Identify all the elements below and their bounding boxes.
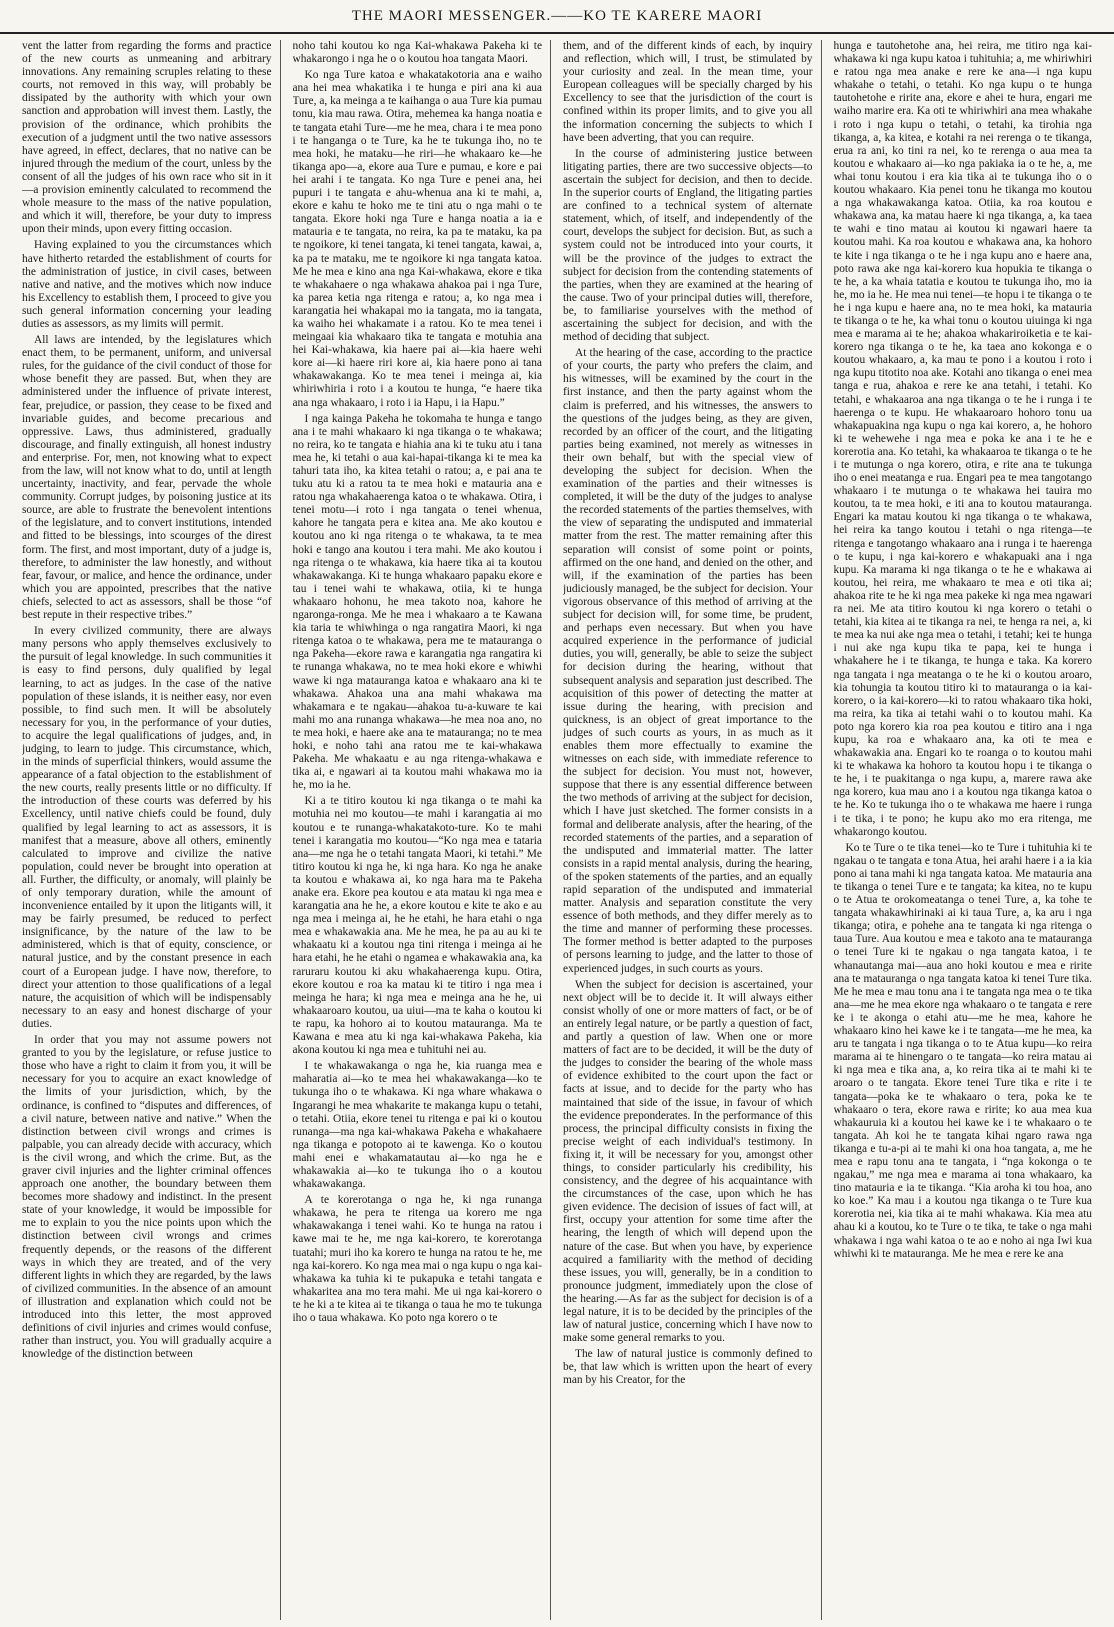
paragraph: A te korerotanga o nga he, ki nga runanga whakawa, he pera te ritenga ua korero me nga whakawakanga i tenei wahi. Ko te hunga na ratou i kawe mai te he, me nga kai-korero, te korerotanga tuatahi; muri iho ka korero te hunga na ratou te he, me nga kai-korero. Ko nga mea mai o nga kupu o nga kai-whakawa ka tuhia ki te pukapuka e tetahi tangata e whakaritea ana mo tera mahi. Me ui nga kai-korero o te he ki a te kitea ai te tikanga o taua he mo te tukunga iho o taua whakawa. Ko poto nga korero o te bbox=[292, 1194, 542, 1324]
column-2 bbox=[293, 40, 552, 1620]
paragraph: In every civilized community, there are always many persons who apply themselves exclusively to the pursuit of legal knowledge. In such communities it is easy to find persons, duly qualified by legal learning, to act as judges. In the case of the native population of these islands, it is neither easy, nor even possible, to find such men. It will be absolutely necessary for you, in the performance of your duties, to acquire the legal qualifications of judges, and, in judging, to learn to judge. This circumstance, which, in the minds of superficial thinkers, would assume the appearance of a fatal objection to the establishment of the new courts, really presents little or no difficulty. If the introduction of these courts was deferred by his Excellency, until native chiefs could be found, duly qualified by legal learning to act as assessors, it is manifest that a measure, above all others, eminently calculated to improve and civilize the native population, could never be brought into operation at all. Further, the difficulty, or anomaly, will plainly be of only temporary duration, while the amount of inconvenience entailed by it upon the litigants will, it may be fairly presumed, be reduced to perfect insignificance, by the nature of the law to be administered, which is that of equity, conscience, or natural justice, and by the constant presence in each court of a European judge. I have now, therefore, to direct your attention to those qualifications of a legal nature, the acquisition of which will be indispensably necessary to an easy and honest discharge of your duties. bbox=[22, 625, 272, 1030]
paragraph: I nga kainga Pakeha he tokomaha te hunga e tango ana i te mahi whakaaro ki nga tikanga o te whakawa; no reira, ko te tangata e hiahia ana ki te tuku atu i tana mea he, ki tetahi o aua kai-hapai-tikanga ki te mea ka tahuri tata iho, ka kitea tetahi o ratou; a, e pai ana te tuku atu ki a ratou ta te mea hoki e matauria ana e ratou nga whakahaerenga katoa o te whakawa. Otira, i tenei motu—i roto i nga tangata o tenei whenua, kahore he tangata pera e kitea ana. Me ako koutou e koutou ano ki nga ritenga o te whakawa, ta te mea hoki e tango ana koutou i tera mahi. Me ako koutou i nga ritenga o te whakawa, kia haere tika ai ta koutou whakawakanga. Ki te hunga whakaaro papaku ekore e tau i tenei wahi te whakawa, otiia, ki te hunga whakaaro hohonu, he mea takoto noa, kahore he ngaronga-ronga. Me he mea i whakaaro a te Kawana kia taria te whiwhinga o nga rangatira Maori, ki nga ritenga katoa o te whakawa, pera me te matauranga o nga Pakeha—ekore rawa e karangatia nga rangatira ki te runanga whakawa, no te mea hoki ekore e whiwhi wawe ki nga matauranga katoa e whakaaro ana ki te whakawa. Ahakoa una ana mahi whakawa ma whakamara e te ngakau—ahakoa tu-a-kuware te kai mahi mo ana runanga whakawa—he mea noa ano, no te mea hoki, e haere ake ana te matauranga; no te mea hoki, e noho tahi ana ratou me te kai-whakawa Pakeha. Me whakaatu e au nga ritenga-whakawa e tika ai, e ngawari ai ta koutou mahi whakawa mo ia he, mo ia he. bbox=[292, 412, 542, 792]
column-3 bbox=[563, 40, 822, 1620]
paragraph: In the course of administering justice between litigating parties, there are two successive objects—to ascertain the subject for decision, and then to decide. In the superior courts of England, the litigating parties are confined to a technical system of alternate statement, which, of itself, and independently of the court, develops the subject for decision. But, as such a system could not be introduced into your courts, it will be the province of the judges to extract the subject for decision from the contending statements of the parties, when they are examined at the hearing of the cause. Two of your principal duties will, therefore, be, to familiarise yourselves with the method of ascertaining the subject for decision, and with the method of deciding that subject. bbox=[563, 147, 813, 344]
paragraph: Ko te Ture o te tika tenei—ko te Ture i tuhituhia ki te ngakau o te tangata e tona Atua, hei arahi haere i a ia kia pono ai tana mahi ki nga tangata katoa. Me matauria ana te tikanga o tenei Ture e te tangata; ka kitea, no te kupu o te Atua te orokomeatanga o tenei Ture, a, ka tohe te tangata whakawhirinaki ai ki taua Ture, a, ka aru i nga tikanga; otira, e pohehe ana te tangata ki nga ritenga o taua Ture. Aua koutou e mea e takoto ana te matauranga o tenei Ture ki te ngakau o nga tangata katoa, i te whanautanga mai—aua ano hoki koutou e mea e ririte ana te matauranga o nga tangata katoa ki tenei Ture tika. Me he mea e mau tonu ana i te tangata nga mea o te tika ana—me he mea ekore nga whakaaro o te tangata e rere ke i te akonga o etahi atu—me he mea, kahore he whakaaro kino hei kawe ke i te tangata—me he mea, ka aru te tangata i nga tikanga o to te Atua kupu—ko reira marama ai te hinengaro o te tangata—ko reira matau ai ki nga mea e tika ana, a, ko reira tika ai te mahi ki te aroaro o te tangata. Ekore tenei Ture tika e rite i te tangata—poka ke te whakaaro o tera, poka ke te whakaaro o tera, ekore rawa e ririte; ko aua mea kua whakauruia ki a koutou hei kawe ke i te whakaaro o te tangata. Ah koi he te tangata kihai ngaro rawa nga tikanga e tu-a-pi ai te mahi ki ona hoa tangata, a, me he mea e rapu tonu ana te tangata, i “nga kokonga o te ngakau,” me nga mea e marama ai tona whakaaro, ka tino matauria e ia te tikanga. “Kia aroha ki tou hoa, ano ko koe.” Ka mau i a koutou nga tikanga o te Ture kua korerotia nei, kia tika ai te mahi whakawa. Kia mea atu ahau ki a koutou, ko te Ture o te tika, te take o nga mahi whakawa i nga wahi katoa o te ao e noho ai nga Iwi kua whiwhi ki te matauranga. Me he mea e rere ke ana bbox=[833, 841, 1092, 1260]
paragraph: All laws are intended, by the legislatures which enact them, to be permanent, uniform, and universal rules, for the guidance of the civil conduct of those for whose benefit they are passed. But, when they are administered under the influence of private interest, fear, prejudice, or passion, they cease to be fixed and invariable guides, and become precarious and oppressive. Laws, thus administered, gradually discourage, and finally extinguish, all honest industry and enterprise. For, men, not knowing what to expect from the law, will not know what to do, until at length uncertainty, inactivity, and fear, pervade the whole community. Corrupt judges, by poisoning justice at its source, are able to frustrate the benevolent intentions of the legislature, and to convert institutions, intended and fitted to be blessings, into scourges of the direst form. The first, and most important, duty of a judge is, therefore, to administer the law honestly, and without fear, favour, or malice, and hence the ordinance, under which you are appointed, prescribes that the native chiefs, selected to act as assessors, shall be those “of best repute in their respective tribes.” bbox=[22, 334, 272, 622]
column-4 bbox=[834, 40, 1093, 1620]
paragraph: I te whakawakanga o nga he, kia ruanga mea e maharatia ai—ko te mea hei whakawakanga—ko te tukunga iho o te whakawa. Ki nga whare whakawa o Ingarangi he mea whakarite te makanga kupu o tetahi, o tetahi. Otiia, ekore tenei tu ritenga e pai ki o koutou runanga—ma nga kai-whakawa Pakeha e whakahaere nga tikanga e potopoto ai te kawenga. Ko o koutou mahi enei e whakamatautau ai—ko nga he e whakawakia ai—ko te tukunga iho o a koutou whakawakanga. bbox=[292, 1060, 542, 1191]
paragraph: At the hearing of the case, according to the practice of your courts, the party who prefers the claim, and his witnesses, will be examined by the court in the first instance, and then the party against whom the claim is preferred, and his witnesses, the answers to the questions of the judges being, as they are given, recorded by an officer of the court, and the litigating parties being examined, not merely as witnesses in their own behalf, but with the special view of developing the subject for decision. When the examination of the parties and their witnesses is completed, it will be the duty of the judges to analyse the recorded statements of the parties themselves, with the view of separating the undisputed and immaterial matter from the rest. The matter remaining after this separation will consist of some point or points, affirmed on the one hand, and denied on the other, and will, if the examination of the parties has been judiciously managed, be the subject for decision. Your vigorous observance of this method of arriving at the subject for decision will, for some time, be prudent, and perhaps even necessary. But when you have acquired experience in the performance of judicial duties, you will, generally, be able to seize the subject for decision during the hearing, without that subsequent analysis and separation just described. The acquisition of this power of detecting the matter at issue during the hearing, with precision and quickness, is an object of great importance to the judges of such courts as yours, in as much as it enables them more effectually to examine the witnesses on each side, with immediate reference to the subject for decision. You must not, however, suppose that there is any essential difference between the two methods of arriving at the subject for decision, which I have just sketched. The former consists in a formal and deliberate analysis, after the hearing, of the recorded statements of the parties, and a separation of the undisputed and immaterial matter. The latter consists in a rapid mental analysis, during the hearing, of the spoken statements of the parties, and an equally rapid separation of the undisputed and immaterial matter. Analysis and separation constitute the very essence of both methods, and they differ merely as to the time and manner of performing these processes. The former method is better adapted to the purposes of persons learning to judge, and the latter to those of experienced judges, in such courts as yours. bbox=[563, 347, 813, 975]
paragraph: hunga e tautohetohe ana, hei reira, me titiro nga kai-whakawa ki nga kupu katoa i tuhituhia; a, me whiriwhiri e ratou nga mea anake e rere ke ana—i nga kupu whakahe o tetahi, o tetahi. Ko nga kupu o te hunga tautohetohe e ririte ana, ekore e ahei te hura, engari me waiho marire era. Ka oti te whiriwhiri ana mea whakahe i roto i nga kupu o tetahi, o tetahi, ka tirohia nga tikanga, a, ka kitea, e kotahi ra nei rerenga o te tikanga, erua ra ani, ko tini ra nei, ko te rerenga o aua mea ta koutou e whakaaro ai—ko nga pakiaka ia o te he, a, me whai tonu koutou i era kia tika ai te tukunga iho o o koutou whakaaro. Kia penei tonu he tikanga mo koutou a nga whakawakanga katoa. Otiia, ka roa koutou e whakawa ana, ka matau haere ki nga tikanga, a, ka taea te wahi e tino matau ai koutou ki ngawari haere ta koutou mahi. Ka roa koutou e whakawa ana, ka hohoro te kite i nga tikanga o te he i nga kupu ano e haere ana, poto rawa ake nga kai-korero kua hopukia te tikanga o te he, a ka whaia tatatia e koutou te tukunga iho, mo ia he, mo ia he. He mea nui tenei—te hopu i te tikanga o te he i nga kupu e haere ana, no te mea hoki, ka matauria te tikanga o te he, ka whai tonu o koutou uiuinga ki nga mea e marama ai te he; ahakoa whakariroiketia e te kai-korero nga tikanga o te he, ka taea ano kokonga e o koutou whakaaro, a, ka mau te pono i a koutou i roto i nga kupu titotito noa ake. Kotahi ano tikanga o enei mea tanga e rua, ahakoa e rere ke ana tetahi, i tetahi. Ko tetahi, e whakaaroa ana nga tikanga o te he i runga i te haerenga o te kupu. He whakaaroaro hohoro tonu ua whakapuakina nga kupu o nga kai korero, a, he hohoro ki te wehewehe i nga mea e poka ke ana i te he e korerotia ana. Ko tetahi, ka whakaaroa te tikanga o te he i te mutunga o nga korero, otira, e rite ana te tukunga iho o enei meatanga e rua. Engari pea te mea tangotango whakaaro i te mutunga o te whakawa hei tauira mo koutou, ta te mea hoki, e iti ana to koutou matauranga. Engari ka matau koutou ki nga tikanga o te whakawa, hei reira ka tango koutou i tetahi o nga ritenga—te ritenga e tangotango whakaaro ana i runga i te haerenga o te kupu, i nga kai-korero e whakapuaki ana i nga kupu. Ka marama ki nga tikanga o te he e whakawa ai koutou, hei reira, me whakaaro te mea e oti tika ai; ahakoa rite te he ki nga mea pakeke ki nga mea ngawari ra nei. Me ata titiro koutou ki nga korero o tetahi o tetahi, kia kitea ai te tikanga ra nei, te henga ra nei, a, ki te mea ka nui ake nga mea o tetahi, i tetahi; kei te hunga i nui ake nga kupu tika te papa, kei te hunga i whakahere he i te tikanga, te hunga e taka. Ka korero nga tangata i nga meatanga o te he ki o koutou aroaro, kia tohungia ta koutou titiro ki to matauranga o ia kai-korero, o ia kai-korero—ki to ratou whakaaro tika hoki, ma reira, ka tika ai tetahi wahi o to koutou mahi. Ka poto nga korero kia roa pea koutou e titiro ana i nga kupu, ka roa e whakaaro ana, ka oti te mea e whakawakia ana. Engari ko te roanga o to koutou mahi ki te whakawa ka hohoro ta koutou hopu i te tikanga o te he, i te puakitanga o nga kupu, a, marere rawa ake nga korero, kua mau ano i a koutou nga tikanga katoa o te he. Ko te tukunga iho o te whakawa me haere i runga i te tika, i te pono; he kupu ako mo era ritenga, me whakarongo koutou. bbox=[833, 40, 1092, 838]
paragraph: Ki a te titiro koutou ki nga tikanga o te mahi ka motuhia nei mo koutou—te mahi i karangatia ai mo koutou e te runanga-whakatakoto-ture. Ko te mahi tenei i karangatia mo koutou—“Ko nga mea e tataria ana—me nga he o tetahi tangata Maori, ki tetahi.” Me titiro koutou ki nga he, ki nga hara. Ko nga he anake ta koutou e whakawa ai, ko nga hara ma te Pakeha anake era. Ekore pea koutou e ata matau ki nga mea e karangatia ana he he, a ekore koutou e kite te ako e au nga mea i meinga ai, he he etahi, he hara etahi o nga mea e whakawakia ana. Me he mea, he pa au au ki te whakaatu ki a koutou nga tini ritenga i meinga ai he hara etahi, he he etahi o ngamea e whakawakia ana, ka raruraru koutou ki aku whakahaerenga kupu. Otira, ekore koutou e roa ka matau ki te titiro i nga mea i meinga he hara; ki nga mea e meinga ana he he, ui whakaaroaro koutou, ua uiui—ma te kaha o koutou ki te rapu, ka hohoro ai to koutou matauranga. Ma te Kawana e mea atu ki nga kai-whakawa Pakeha, kia akona koutou ki nga mea e tuhituhi nei au. bbox=[292, 795, 542, 1057]
paragraph: them, and of the different kinds of each, by inquiry and reflection, which will, I trust, be stimulated by your curiosity and zeal. In the mean time, your European colleagues will be specially charged by his Excellency to see that the jurisdiction of the court is confined within its proper limits, and to give you all the information concerning the subjects to which I have been adverting, that you can require. bbox=[563, 40, 813, 144]
masthead bbox=[0, 0, 1114, 34]
paragraph: In order that you may not assume powers not granted to you by the legislature, or refuse justice to those who have a right to claim it from you, it will be necessary for you to acquire an exact knowledge of the limits of your jurisdiction, which, by the ordinance, is confined to “disputes and differences, of a civil nature, between native and native.” When the distinction between civil wrongs and crimes is palpable, you can already decide with accuracy, which is the civil wrong, and which the crime. But, as the graver civil injuries and the lighter criminal offences approach one another, the boundary between them becomes more shadowy and indistinct. In the present state of your knowledge, it would be impossible for me to explain to you the nice points upon which the distinction between civil wrongs and crimes frequently depends, or the reasons of the different ways in which they are treated, and of the very different lights in which they are regarded, by the laws of civilized communities. In the absence of an amount of illustration and explanation which could not be introduced into this letter, the most approved definitions of civil injuries and crimes would confuse, rather than instruct, you. You will gradually acquire a knowledge of the distinction between bbox=[22, 1034, 272, 1361]
column-1 bbox=[22, 40, 281, 1620]
text-columns bbox=[22, 40, 1092, 1620]
paragraph: noho tahi koutou ko nga Kai-whakawa Pakeha ki te whakarongo i nga he o o koutou hoa tangata Maori. bbox=[292, 40, 542, 66]
paragraph: When the subject for decision is ascertained, your next object will be to decide it. It will always either consist wholly of one or more matters of fact, or be of an entirely legal nature, or be partly a question of fact, and partly a question of law. When one or more matters of fact are to be decided, it will be the duty of the judges to consider the bearing of the whole mass of evidence exhibited to the court upon the fact or facts at issue, and to decide for the party who has maintained that side of the issue, in favour of which the evidence preponderates. In the performance of this process, the principal difficulty consists in fixing the precise weight of each individual's testimony. In fixing it, it will be necessary for you, amongst other things, to consider particularly his credibility, his consistency, and the degree of his acquaintance with the circumstances of the case, upon which he has given evidence. The decision of issues of fact will, at first, occupy your attention for some time after the hearing, the length of which will depend upon the nature of the case. But when you have, by experience acquired a familiarity with the method of deciding these issues, you will, generally, be in a condition to pronounce judgment, immediately upon the close of the hearing.—As far as the subject for decision is of a legal nature, it is to be decided by the principles of the law of natural justice, concerning which I have now to make some general remarks to you. bbox=[563, 978, 813, 1345]
paragraph: Having explained to you the circumstances which have hitherto retarded the establishment of courts for the administration of justice, in civil cases, between native and native, and the motives which now induce his Excellency to establish them, I proceed to give you such general information concerning your leading duties as assessors, as my limits will permit. bbox=[22, 239, 272, 330]
paragraph: Ko nga Ture katoa e whakatakotoria ana e waiho ana hei mea whakatika i te hunga e piri ana ki aua Ture, a, ka meinga a te kaihanga o aua Ture kia pumau tonu, kia mau rawa. Otira, mehemea ka hanga noatia e te tangata etahi Ture—me he mea, chara i te mea pono i te hanganga o te Ture, ka he te tukunga iho, no te mea hoki, he mataku—he riri—he whakaaro ke—he tikanga apo—a, ekore aua Ture e pumau, e kore e pai hei arahi i te tangata. Ko nga Ture e penei ana, hei pupuri i te tangata e ahu-whenua ana ki te mahi, a, ekore e kahu te hoko me te tini atu o nga mahi o te tangata. Ekore hoki nga Ture e hanga noatia a ia e matauria e te tangata, no reira, ka pa te mataku, ka pa te ngoikore, ki tenei tangata, ki tenei tangata, kawai, a, ka pa te mataku, me te ngoikore ki nga tangata katoa. Me he mea e kino ana nga Kai-whakawa, ekore e tika te whakahaere o nga whakawa ahakoa pai i nga Ture, ka parea ketia nga ritenga e ratou; a, ko nga mea i karangatia hei whakapai mo ia tangata, mo ia tangata, ka waiho hei whakamate i a ratou. Ko te mea tenei i meingaai kia whakaaro tika te tangata e motuhia ana hei Kai-whakawa, kia haere pai ai—kia haere wehi kore ai—ki haere riri kore ai, kia haere pono ai tana whakawakanga. Ko te mea tenei i meinga ai, kia whiriwhiria i roto i a koutou te hunga, “e haere tika ana nga whakaaro, i roto i ia Hapu, i ia Hapu.” bbox=[292, 69, 542, 409]
paragraph: The law of natural justice is commonly defined to be, that law which is written upon the heart of every man by his Creator, for the bbox=[563, 1348, 813, 1387]
paragraph: vent the latter from regarding the forms and practice of the new courts as unmeaning and arbitrary innovations. Any remaining scruples relating to these courts, not removed in this way, will probably be dissipated by the authority with which your own sanction and approbation will invest them. Lastly, the provision of the ordinance, which prohibits the execution of a judgment until the two native assessors have agreed, in effect, declares, that no native can be injured through the medium of the court, unless by the consent of all the judges of his own race who sit in it —a provision eminently calculated to recommend the whole measure to the mass of the native population, and which it will, therefore, be your duty to impress upon their minds, upon every fitting occasion. bbox=[22, 40, 272, 236]
masthead-title: THE MAORI MESSENGER.——KO TE KARERE MAORI bbox=[351, 7, 763, 24]
